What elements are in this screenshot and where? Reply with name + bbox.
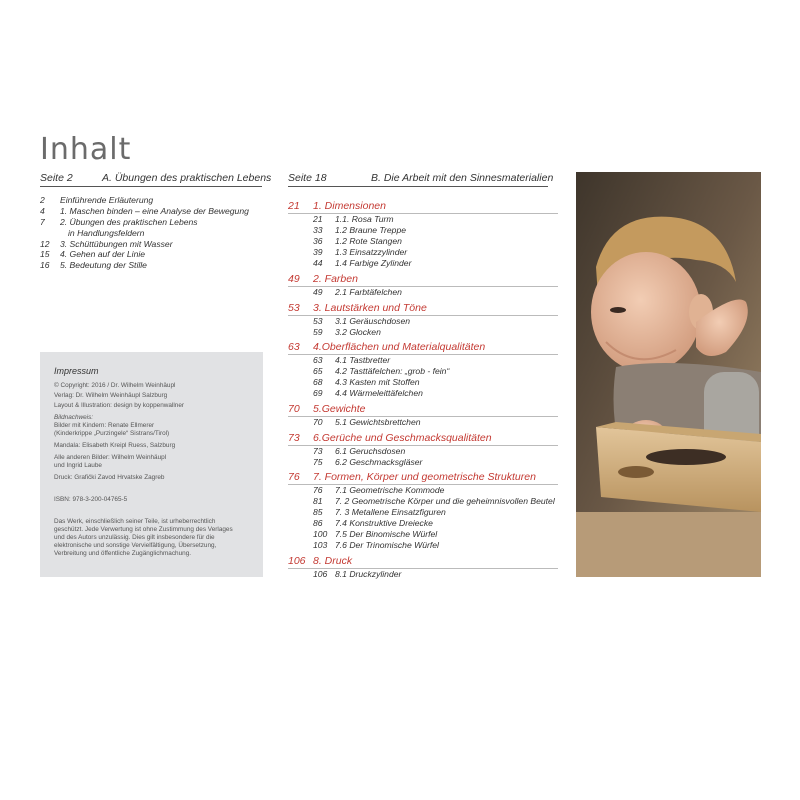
toc-title: in Handlungsfeldern (68, 227, 145, 238)
toc-title: 1.2 Rote Stangen (335, 236, 402, 246)
toc-title: 4.3 Kasten mit Stoffen (335, 377, 420, 387)
toc-entry[interactable] (40, 217, 270, 228)
toc-section-page: 70 (288, 403, 300, 415)
impressum-line: geschützt. Jede Verwertung ist ohne Zustimmung des Verlages (54, 526, 233, 533)
toc-title: 6.2 Geschmacksgläser (335, 457, 423, 467)
toc-title: Einführende Erläuterung (60, 195, 154, 205)
section-divider (288, 286, 558, 287)
toc-page: 75 (313, 457, 323, 467)
toc-page: 4 (40, 205, 45, 216)
toc-title: 3. Schüttübungen mit Wasser (60, 238, 173, 249)
impressum-line: Verbreitung und öffentliche Zugänglichmachung. (54, 550, 192, 557)
toc-page: 16 (40, 260, 50, 271)
impressum-line: Das Werk, einschließlich seiner Teile, ist urheberrechtlich (54, 518, 216, 525)
impressum-line: (Kinderkrippe „Purzingele“ Sistrans/Tirol) (54, 430, 170, 437)
toc-section-title: 7. Formen, Körper und geometrische Strukturen (313, 471, 536, 483)
impressum-line: Layout & Illustration: design by koppenwallner (54, 402, 185, 409)
toc-title: 1.2 Braune Treppe (335, 225, 407, 235)
toc-section-title: 8. Druck (313, 555, 353, 567)
toc-title: 3.2 Glocken (335, 327, 381, 337)
impressum-line: Verlag: Dr. Wilhelm Weinhäupl Salzburg (54, 392, 168, 399)
impressum-line: Bilder mit Kindern: Renate Ellmerer (54, 422, 155, 429)
page-title: Inhalt (40, 132, 132, 168)
toc-page: 86 (313, 518, 323, 528)
toc-section-title: 2. Farben (313, 273, 358, 285)
toc-page: 21 (313, 214, 323, 224)
section-divider (288, 213, 558, 214)
section-divider (288, 568, 558, 569)
toc-page: 100 (313, 529, 328, 539)
right-column-header (288, 172, 554, 187)
toc-title: 1.3 Einsatzzylinder (335, 247, 408, 257)
section-divider (288, 416, 558, 417)
toc-title: 7.4 Konstruktive Dreiecke (335, 518, 433, 528)
toc-page: 2 (40, 195, 45, 205)
toc-page: 81 (313, 496, 323, 506)
section-divider (288, 354, 558, 355)
toc-entry[interactable] (40, 260, 270, 271)
toc-page: 73 (313, 446, 323, 456)
toc-title: 7.1 Geometrische Kommode (335, 485, 445, 495)
toc-page: 85 (313, 507, 323, 517)
toc-title: 7.5 Der Binomische Würfel (335, 529, 438, 539)
toc-page: 12 (40, 238, 50, 249)
toc-page: 76 (313, 485, 323, 495)
toc-title: 7. 3 Metallene Einsatzfiguren (335, 507, 446, 517)
toc-section-page: 76 (288, 471, 300, 483)
toc-entry-continued (40, 228, 270, 239)
toc-title: 1.1. Rosa Turm (335, 214, 394, 224)
left-column-header (40, 172, 272, 187)
toc-entry[interactable] (40, 195, 270, 206)
toc-title: 2.1 Farbtäfelchen (335, 287, 402, 297)
impressum-title: Impressum (54, 366, 99, 376)
toc-page: 69 (313, 388, 323, 398)
impressum-line: und Ingrid Laube (54, 462, 102, 469)
impressum-line: © Copyright: 2016 / Dr. Wilhelm Weinhäupl (54, 382, 176, 389)
toc-page: 36 (313, 236, 323, 246)
toc-section-title: 6.Gerüche und Geschmacksqualitäten (313, 432, 492, 444)
photo-illustration (576, 172, 761, 577)
toc-page: 39 (313, 247, 323, 257)
toc-title: 8.1 Druckzylinder (335, 569, 402, 579)
toc-section-page: 73 (288, 432, 300, 444)
section-divider (288, 445, 558, 446)
toc-page: 44 (313, 258, 323, 268)
toc-page: 49 (313, 287, 323, 297)
toc-page: 68 (313, 377, 323, 387)
child-with-sensorial-material-photo (576, 172, 761, 577)
toc-page: 70 (313, 417, 323, 427)
right-header-page: Seite 18 (288, 172, 327, 184)
impressum-line: und des Autors unzulässig. Dies gilt insbesondere für die (54, 534, 215, 541)
toc-section-page: 49 (288, 273, 300, 285)
impressum-box (40, 352, 263, 577)
left-toc-list (40, 195, 270, 271)
impressum-line: Mandala: Elisabeth Kreipl Ruess, Salzburg (54, 442, 176, 449)
toc-page: 15 (40, 249, 50, 260)
toc-title: 1. Maschen binden – eine Analyse der Bewegung (60, 205, 249, 216)
toc-page: 59 (313, 327, 323, 337)
toc-title: 4. Gehen auf der Linie (60, 249, 146, 260)
impressum-line: Alle anderen Bilder: Wilhelm Weinhäupl (54, 454, 167, 461)
toc-title: 3.1 Geräuschdosen (335, 316, 411, 326)
toc-section-title: 4.Oberflächen und Materialqualitäten (313, 341, 486, 353)
toc-title: 2. Übungen des praktischen Lebens (60, 216, 198, 227)
toc-title: 6.1 Geruchsdosen (335, 446, 406, 456)
right-header-title: B. Die Arbeit mit den Sinnesmaterialien (371, 172, 554, 184)
toc-section-title: 5.Gewichte (313, 403, 366, 415)
impressum-line: Bildnachweis: (54, 414, 94, 421)
toc-title: 7. 2 Geometrische Körper und die geheimnisvollen Beutel (335, 496, 555, 506)
toc-page: 7 (40, 216, 45, 227)
toc-page: 63 (313, 355, 323, 365)
toc-section-page: 106 (288, 555, 306, 567)
impressum-line: elektronische und sonstige Vervielfältigung, Übersetzung, (54, 542, 217, 549)
toc-page: 33 (313, 225, 323, 235)
toc-page: 103 (313, 540, 328, 550)
toc-entry[interactable] (40, 239, 270, 250)
toc-title: 5. Bedeutung der Stille (60, 260, 147, 271)
toc-entry[interactable] (40, 206, 270, 217)
toc-page: 65 (313, 366, 323, 376)
left-header-page: Seite 2 (40, 172, 73, 184)
toc-title: 7.6 Der Trinomische Würfel (335, 540, 439, 550)
toc-section-title: 3. Lautstärken und Töne (313, 302, 427, 314)
left-header-title: A. Übungen des praktischen Lebens (102, 172, 272, 184)
section-divider (288, 315, 558, 316)
toc-section-page: 21 (288, 200, 300, 212)
toc-section-page: 63 (288, 341, 300, 353)
toc-section-page: 53 (288, 302, 300, 314)
toc-page: 53 (313, 316, 323, 326)
toc-page: 106 (313, 569, 328, 579)
toc-section-title: 1. Dimensionen (313, 200, 386, 212)
toc-title: 4.1 Tastbretter (335, 355, 391, 365)
toc-title: 1.4 Farbige Zylinder (335, 258, 412, 268)
toc-entry[interactable] (40, 249, 270, 260)
toc-title: 4.4 Wärmeleittäfelchen (335, 388, 423, 398)
toc-title: 5.1 Gewichtsbrettchen (335, 417, 421, 427)
impressum-line: ISBN: 978-3-200-04765-5 (54, 496, 128, 503)
impressum-line: Druck: Grafički Zavod Hrvatske Zagreb (54, 474, 165, 481)
toc-title: 4.2 Tasttäfelchen: „grob - fein“ (335, 366, 450, 376)
